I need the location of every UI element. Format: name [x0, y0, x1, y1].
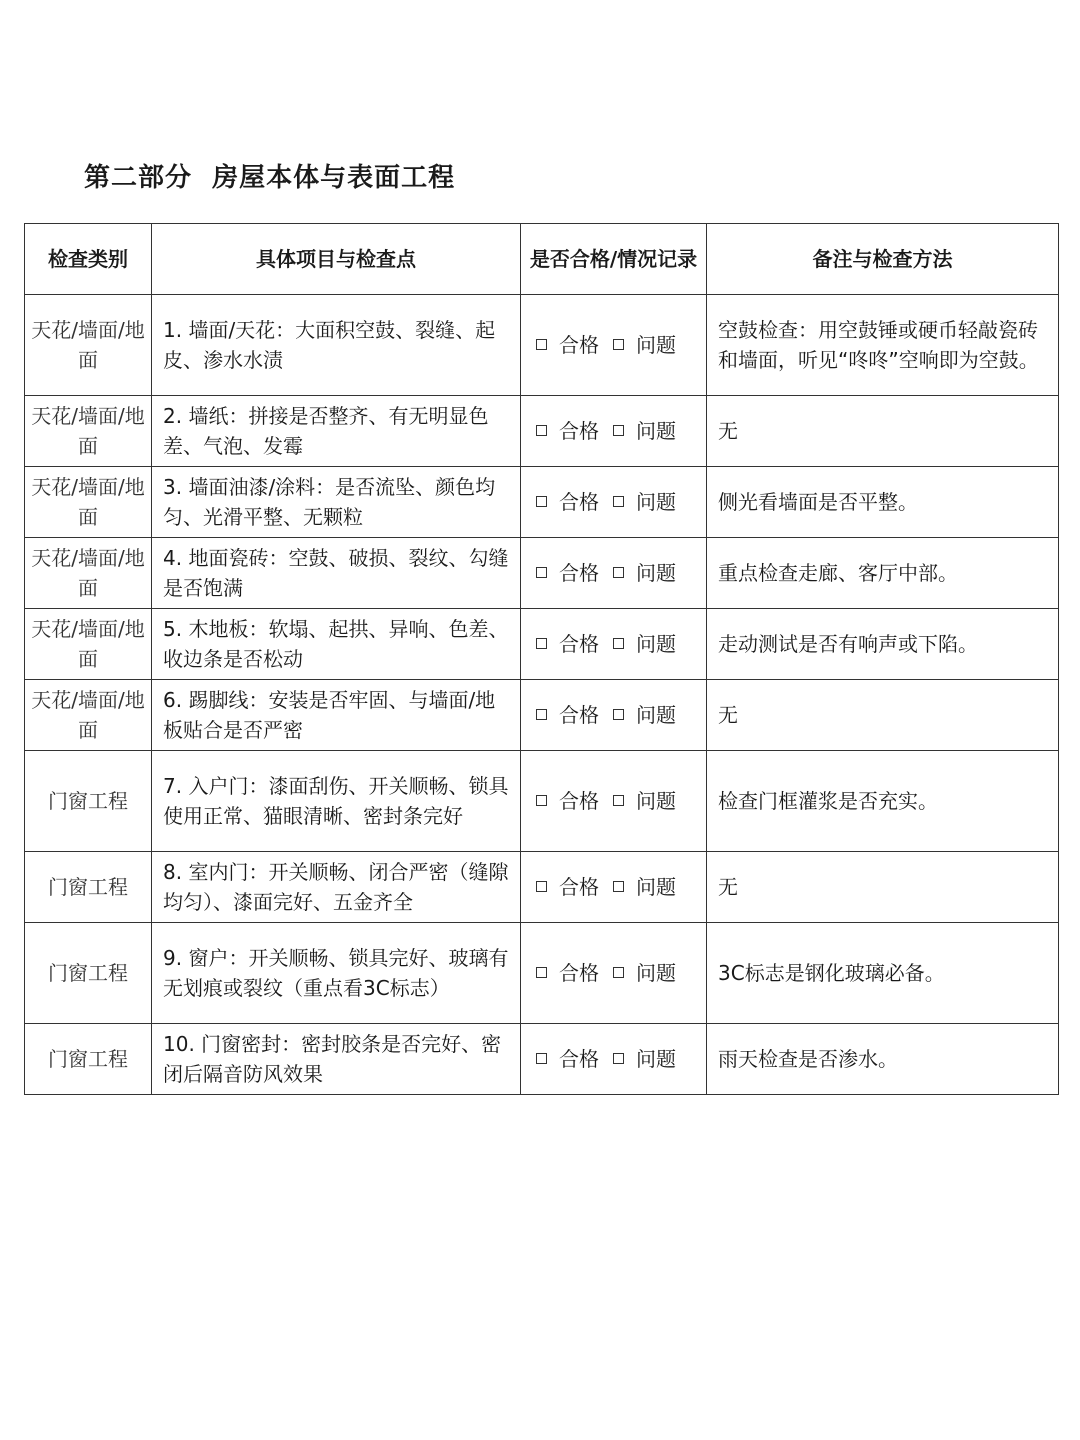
issue-checkbox[interactable] — [613, 1053, 624, 1064]
pass-checkbox[interactable] — [536, 638, 547, 649]
note-cell: 重点检查走廊、客厅中部。 — [707, 538, 1059, 609]
pass-checkbox[interactable] — [536, 709, 547, 720]
table-row — [25, 295, 1059, 396]
issue-label: 问题 — [636, 875, 676, 899]
issue-checkbox[interactable] — [613, 881, 624, 892]
pass-label: 合格 — [559, 961, 599, 985]
category-cell: 门窗工程 — [25, 923, 152, 1024]
table-row — [25, 852, 1059, 923]
status-cell — [521, 467, 707, 538]
page-title: 第二部分 房屋本体与表面工程 — [84, 163, 456, 193]
category-cell: 天花/墙面/地面 — [25, 538, 152, 609]
category-cell: 天花/墙面/地面 — [25, 467, 152, 538]
note-cell: 无 — [707, 852, 1059, 923]
pass-checkbox[interactable] — [536, 567, 547, 578]
issue-checkbox[interactable] — [613, 425, 624, 436]
pass-checkbox[interactable] — [536, 1053, 547, 1064]
note-cell: 3C标志是钢化玻璃必备。 — [707, 923, 1059, 1024]
table-row — [25, 751, 1059, 852]
issue-checkbox[interactable] — [613, 967, 624, 978]
issue-label: 问题 — [636, 961, 676, 985]
table-header-row — [25, 224, 1059, 295]
note-cell: 侧光看墙面是否平整。 — [707, 467, 1059, 538]
issue-checkbox[interactable] — [613, 795, 624, 806]
item-cell: 1. 墙面/天花：大面积空鼓、裂缝、起皮、渗水水渍 — [152, 295, 521, 396]
pass-checkbox[interactable] — [536, 795, 547, 806]
pass-label: 合格 — [559, 561, 599, 585]
item-cell: 2. 墙纸：拼接是否整齐、有无明显色差、气泡、发霉 — [152, 396, 521, 467]
note-cell: 检查门框灌浆是否充实。 — [707, 751, 1059, 852]
status-cell — [521, 295, 707, 396]
category-cell: 天花/墙面/地面 — [25, 396, 152, 467]
pass-label: 合格 — [559, 333, 599, 357]
inspection-table — [24, 223, 1059, 1095]
issue-label: 问题 — [636, 789, 676, 813]
table-row — [25, 680, 1059, 751]
item-cell: 3. 墙面油漆/涂料：是否流坠、颜色均匀、光滑平整、无颗粒 — [152, 467, 521, 538]
table-row — [25, 923, 1059, 1024]
item-cell: 10. 门窗密封：密封胶条是否完好、密闭后隔音防风效果 — [152, 1024, 521, 1095]
issue-checkbox[interactable] — [613, 567, 624, 578]
category-cell: 天花/墙面/地面 — [25, 295, 152, 396]
table-row — [25, 609, 1059, 680]
status-cell — [521, 538, 707, 609]
note-cell: 无 — [707, 396, 1059, 467]
header-note: 备注与检查方法 — [707, 224, 1059, 295]
category-cell: 门窗工程 — [25, 1024, 152, 1095]
item-cell: 4. 地面瓷砖：空鼓、破损、裂纹、勾缝是否饱满 — [152, 538, 521, 609]
issue-checkbox[interactable] — [613, 496, 624, 507]
table-row — [25, 467, 1059, 538]
header-category: 检查类别 — [25, 224, 152, 295]
note-cell: 无 — [707, 680, 1059, 751]
category-cell: 天花/墙面/地面 — [25, 609, 152, 680]
category-cell: 门窗工程 — [25, 852, 152, 923]
issue-label: 问题 — [636, 419, 676, 443]
pass-checkbox[interactable] — [536, 881, 547, 892]
pass-label: 合格 — [559, 419, 599, 443]
pass-label: 合格 — [559, 789, 599, 813]
status-cell — [521, 396, 707, 467]
pass-label: 合格 — [559, 875, 599, 899]
pass-checkbox[interactable] — [536, 339, 547, 350]
note-cell: 空鼓检查：用空鼓锤或硬币轻敲瓷砖和墙面，听见“咚咚”空响即为空鼓。 — [707, 295, 1059, 396]
header-item: 具体项目与检查点 — [152, 224, 521, 295]
header-status: 是否合格/情况记录 — [521, 224, 707, 295]
note-cell: 走动测试是否有响声或下陷。 — [707, 609, 1059, 680]
status-cell — [521, 680, 707, 751]
status-cell — [521, 852, 707, 923]
status-cell — [521, 1024, 707, 1095]
pass-checkbox[interactable] — [536, 967, 547, 978]
category-cell: 门窗工程 — [25, 751, 152, 852]
table-row — [25, 1024, 1059, 1095]
pass-label: 合格 — [559, 632, 599, 656]
pass-label: 合格 — [559, 1047, 599, 1071]
category-cell: 天花/墙面/地面 — [25, 680, 152, 751]
item-cell: 9. 窗户：开关顺畅、锁具完好、玻璃有无划痕或裂纹（重点看3C标志） — [152, 923, 521, 1024]
pass-label: 合格 — [559, 703, 599, 727]
table-row — [25, 538, 1059, 609]
note-cell: 雨天检查是否渗水。 — [707, 1024, 1059, 1095]
issue-label: 问题 — [636, 1047, 676, 1071]
status-cell — [521, 751, 707, 852]
table-row — [25, 396, 1059, 467]
item-cell: 6. 踢脚线：安装是否牢固、与墙面/地板贴合是否严密 — [152, 680, 521, 751]
status-cell — [521, 609, 707, 680]
item-cell: 7. 入户门：漆面刮伤、开关顺畅、锁具使用正常、猫眼清晰、密封条完好 — [152, 751, 521, 852]
status-cell — [521, 923, 707, 1024]
issue-label: 问题 — [636, 703, 676, 727]
issue-label: 问题 — [636, 632, 676, 656]
issue-checkbox[interactable] — [613, 638, 624, 649]
issue-label: 问题 — [636, 333, 676, 357]
pass-checkbox[interactable] — [536, 496, 547, 507]
pass-checkbox[interactable] — [536, 425, 547, 436]
item-cell: 8. 室内门：开关顺畅、闭合严密（缝隙均匀）、漆面完好、五金齐全 — [152, 852, 521, 923]
issue-label: 问题 — [636, 561, 676, 585]
item-cell: 5. 木地板：软塌、起拱、异响、色差、收边条是否松动 — [152, 609, 521, 680]
issue-label: 问题 — [636, 490, 676, 514]
issue-checkbox[interactable] — [613, 339, 624, 350]
pass-label: 合格 — [559, 490, 599, 514]
issue-checkbox[interactable] — [613, 709, 624, 720]
